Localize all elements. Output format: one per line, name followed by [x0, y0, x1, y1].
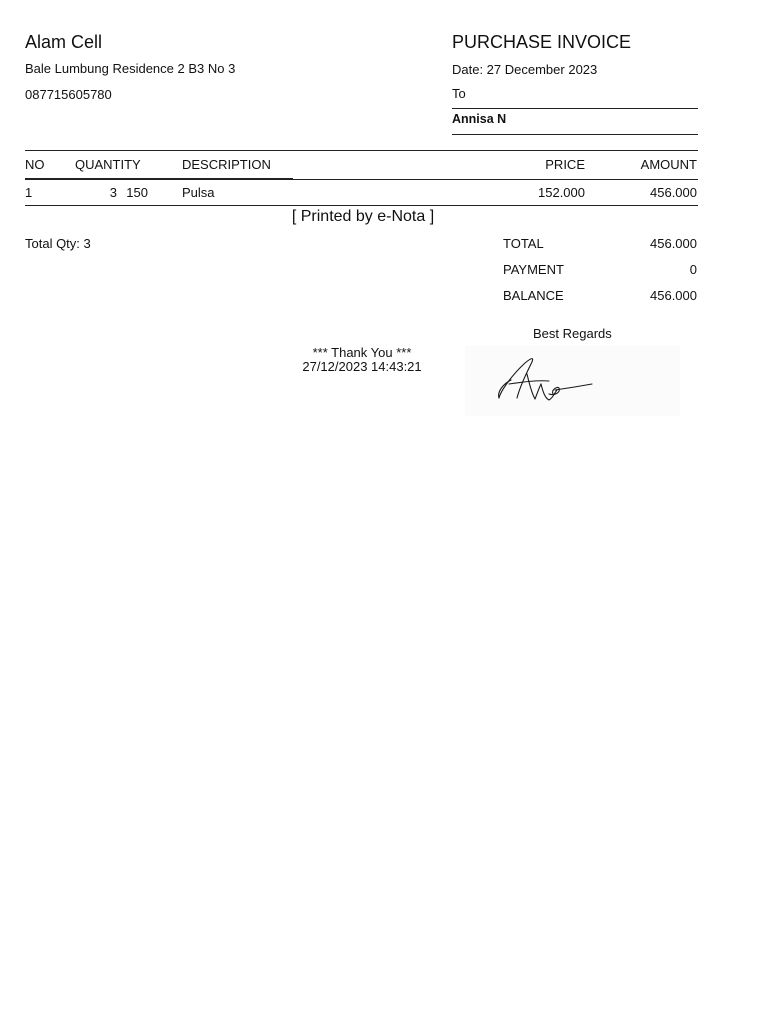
shop-name: Alam Cell	[25, 32, 103, 52]
signature-icon	[465, 346, 680, 416]
cell-qty: 3	[109, 185, 117, 200]
table-top-rule	[25, 150, 698, 151]
printed-timestamp: 27/12/2023 14:43:21	[302, 359, 422, 374]
payment-value: 0	[689, 262, 697, 277]
printed-by-note: [ Printed by e-Nota ]	[291, 208, 435, 225]
cell-no: 1	[25, 185, 33, 200]
header-description: DESCRIPTION	[182, 157, 271, 172]
header-quantity: QUANTITY	[75, 157, 141, 172]
cell-description: Pulsa	[182, 185, 215, 200]
table-bottom-rule	[25, 205, 698, 206]
total-value: 456.000	[650, 236, 697, 251]
divider	[452, 108, 698, 109]
signature-image	[465, 346, 680, 416]
payment-label: PAYMENT	[503, 262, 564, 277]
total-qty: Total Qty: 3	[25, 236, 91, 251]
cell-unit: 150	[126, 185, 148, 200]
invoice-title: PURCHASE INVOICE	[452, 32, 632, 52]
to-label: To	[452, 86, 466, 101]
balance-label: BALANCE	[503, 288, 564, 303]
cell-price: 152.000	[538, 185, 585, 200]
customer-name: Annisa N	[452, 112, 507, 126]
invoice-date: Date: 27 December 2023	[452, 62, 598, 77]
shop-address: Bale Lumbung Residence 2 B3 No 3	[25, 61, 236, 76]
header-rule-strong	[25, 178, 293, 180]
balance-value: 456.000	[650, 288, 697, 303]
cell-amount: 456.000	[650, 185, 697, 200]
total-label: TOTAL	[503, 236, 544, 251]
thank-you-note: *** Thank You ***	[312, 345, 412, 360]
divider	[452, 134, 698, 135]
shop-phone: 087715605780	[25, 87, 112, 102]
header-no: NO	[25, 157, 45, 172]
header-price: PRICE	[545, 157, 585, 172]
header-amount: AMOUNT	[640, 157, 697, 172]
best-regards: Best Regards	[533, 326, 612, 341]
